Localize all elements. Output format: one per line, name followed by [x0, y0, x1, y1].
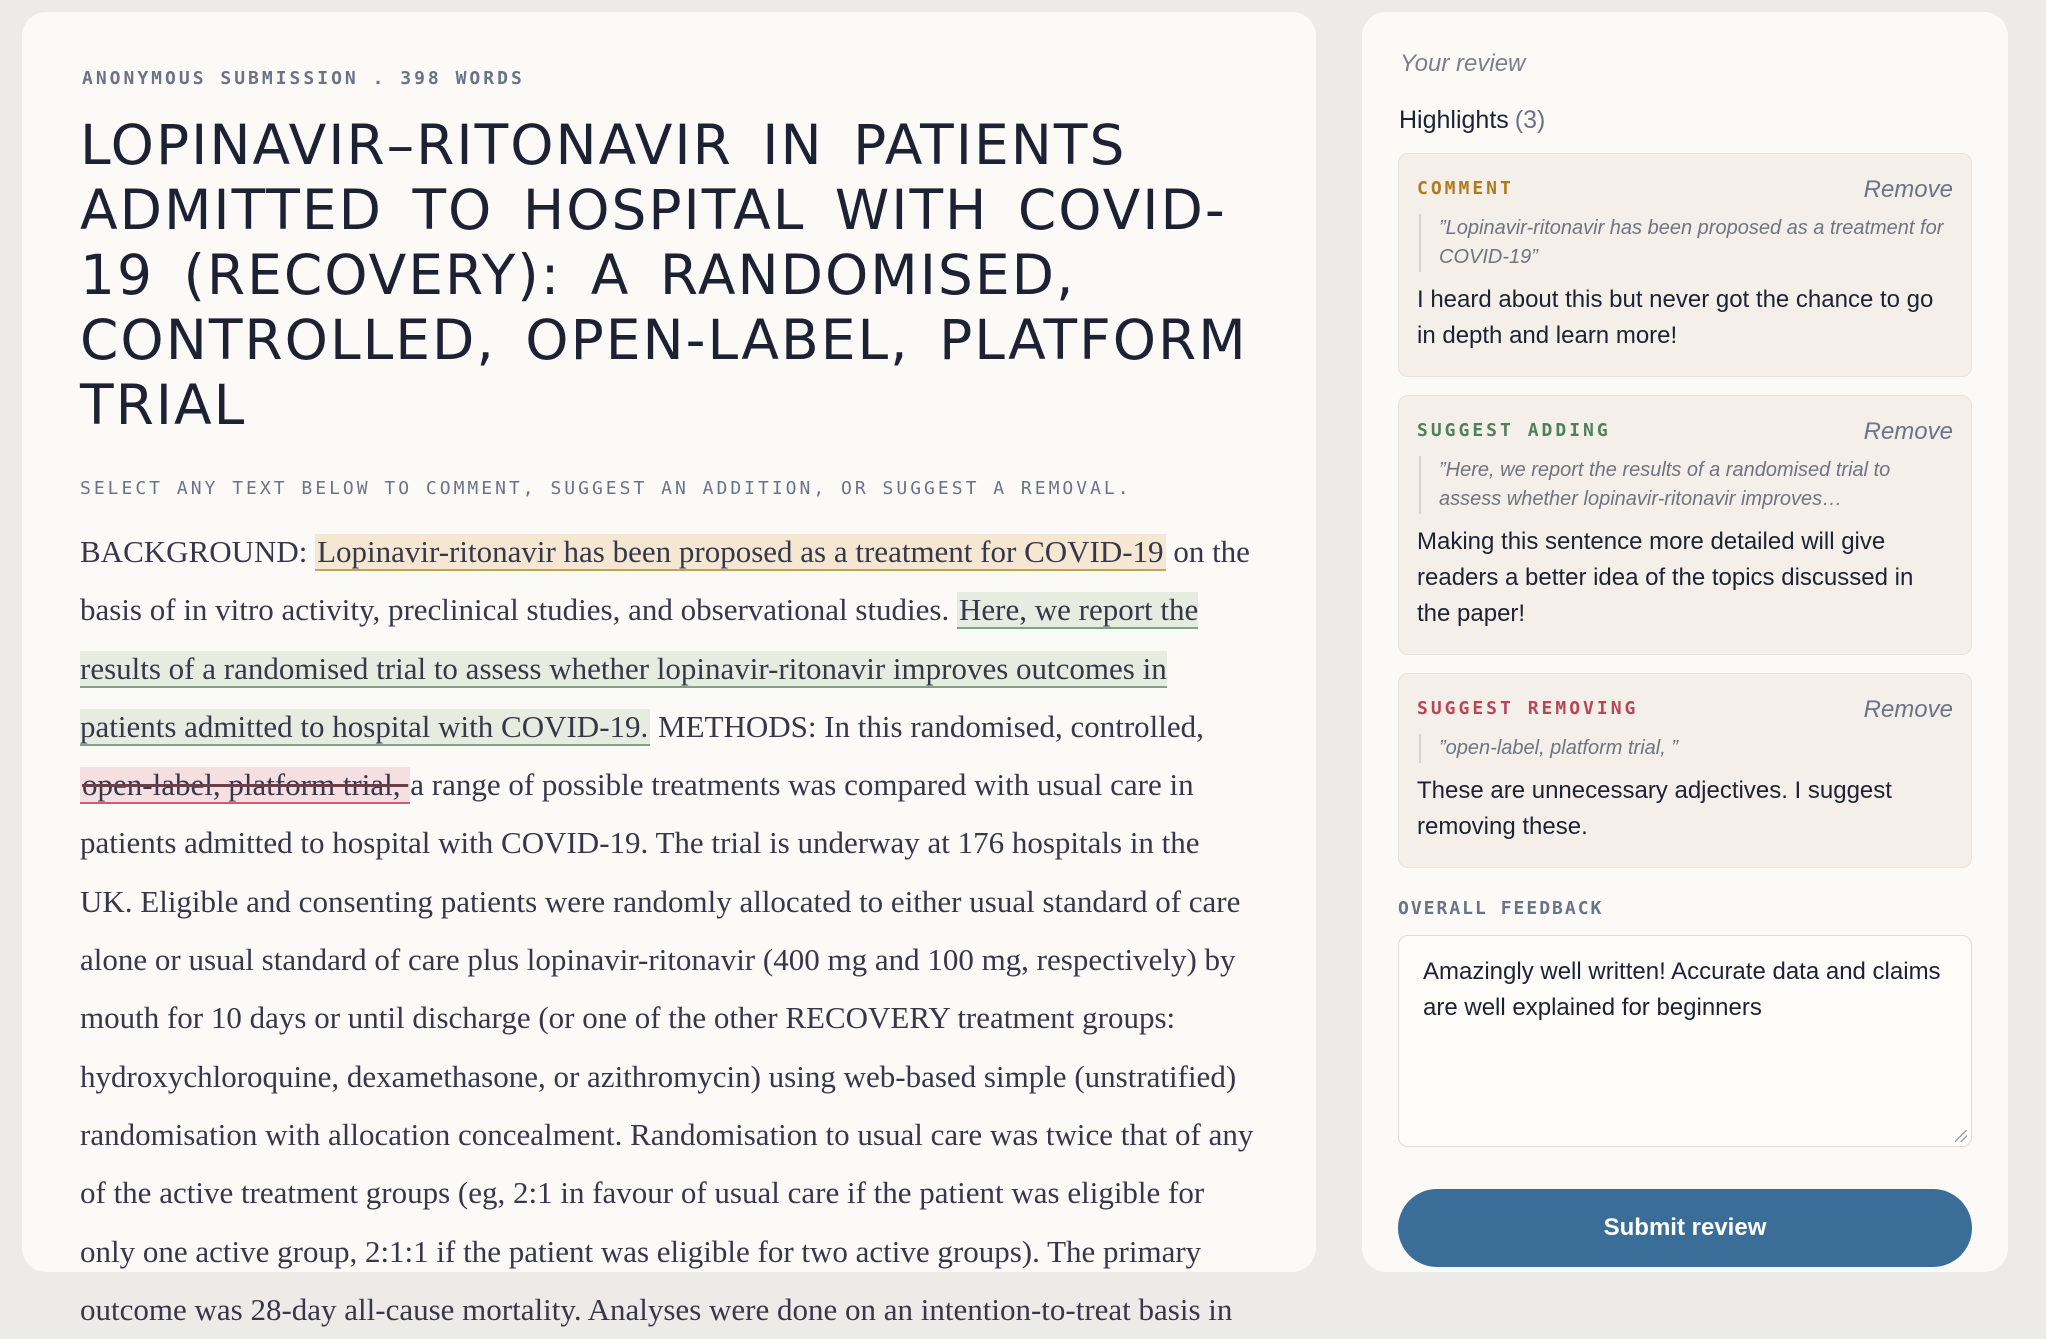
resize-handle-icon[interactable]	[1955, 1130, 1967, 1142]
overall-feedback-label: OVERALL FEEDBACK	[1398, 898, 1604, 919]
card-type-label: SUGGEST REMOVING	[1417, 698, 1639, 719]
highlight-card-comment	[1398, 153, 1972, 377]
review-heading: Your review	[1400, 50, 1526, 77]
card-type-label: SUGGEST ADDING	[1417, 420, 1611, 441]
highlights-count: (3)	[1514, 106, 1546, 134]
highlight-suggest-adding[interactable]: Here, we report the results of a randomised trial to assess whether lopinavir-ritonavir improves outcomes in patients admitted to hospital with COVID-19.	[80, 592, 1199, 744]
paper-panel	[22, 12, 1316, 1327]
submission-meta: ANONYMOUS SUBMISSION . 398 WORDS	[82, 68, 525, 89]
highlight-card-suggest-removing	[1398, 673, 1972, 868]
review-panel	[1362, 12, 2008, 1272]
highlights-heading	[1399, 106, 1972, 135]
card-comment-text: These are unnecessary adjectives. I suggest removing these.	[1417, 777, 1892, 840]
highlight-suggest-removing[interactable]: open-label, platform trial,	[82, 767, 409, 803]
card-comment-text: Making this sentence more detailed will give readers a better idea of the topics discussed in the paper!	[1417, 528, 1914, 627]
remove-highlight-button[interactable]: Remove	[1863, 176, 1953, 203]
highlight-comment[interactable]: Lopinavir-ritonavir has been proposed as a treatment for COVID-19	[317, 534, 1164, 569]
highlights-label: Highlights	[1399, 106, 1509, 134]
overall-feedback-value[interactable]: Amazingly well written! Accurate data and claims are well explained for beginners	[1423, 958, 1941, 1021]
abstract-segment[interactable]: on the basis of in vitro activity, preclinical studies, and observational studies.	[80, 534, 1250, 628]
card-quote: ”Here, we report the results of a randomised trial to assess whether lopinavir-ritonavir improves…	[1419, 456, 1953, 514]
card-quote: ”open-label, platform trial, ”	[1419, 734, 1953, 763]
highlight-card-suggest-adding	[1398, 395, 1972, 655]
abstract-text[interactable]	[80, 523, 1258, 1339]
card-type-label: COMMENT	[1417, 178, 1514, 199]
remove-highlight-button[interactable]: Remove	[1863, 418, 1953, 445]
abstract-segment[interactable]: METHODS: In this randomised, controlled,	[650, 708, 1204, 744]
paper-title: LOPINAVIR–RITONAVIR IN PATIENTS ADMITTED TO HOSPITAL WITH COVID-19 (RECOVERY): A RANDOMISED, CONTROLLED, OPEN-LABEL, PLATFORM TRIAL	[80, 113, 1248, 437]
card-comment-text: I heard about this but never got the chance to go in depth and learn more!	[1417, 286, 1934, 349]
submit-review-button[interactable]: Submit review	[1398, 1189, 1972, 1267]
selection-instructions: SELECT ANY TEXT BELOW TO COMMENT, SUGGEST AN ADDITION, OR SUGGEST A REMOVAL.	[80, 478, 1132, 499]
abstract-segment[interactable]: a range of possible treatments was compared with usual care in patients admitted to hospital with COVID-19. The trial is underway at 176 hospitals in the UK. Eligible and consenting patients were randomly allocated to either usual standard of care alone or usual standard of care plus lopinavir-ritonavir (400 mg and 100 mg, respectively) by mouth for 10 days or until discharge (or one of the other RECOVERY treatment groups: hydroxychloroquine, dexamethasone, or azithromycin) using web-based simple (unstratified) randomisation with allocation concealment. Randomisation to usual care was twice that of any of the active treatment groups (eg, 2:1 in favour of usual care if the patient was eligible for only one active group, 2:1:1 if the patient was eligible for two active groups). The primary outcome was 28-day all-cause mortality. Analyses were done on an intention-to-treat basis in	[80, 767, 1254, 1327]
overall-feedback-textarea[interactable]	[1398, 935, 1972, 1147]
remove-highlight-button[interactable]: Remove	[1863, 696, 1953, 723]
card-quote: ”Lopinavir-ritonavir has been proposed as a treatment for COVID-19”	[1419, 214, 1953, 272]
abstract-segment[interactable]: BACKGROUND:	[80, 534, 316, 569]
